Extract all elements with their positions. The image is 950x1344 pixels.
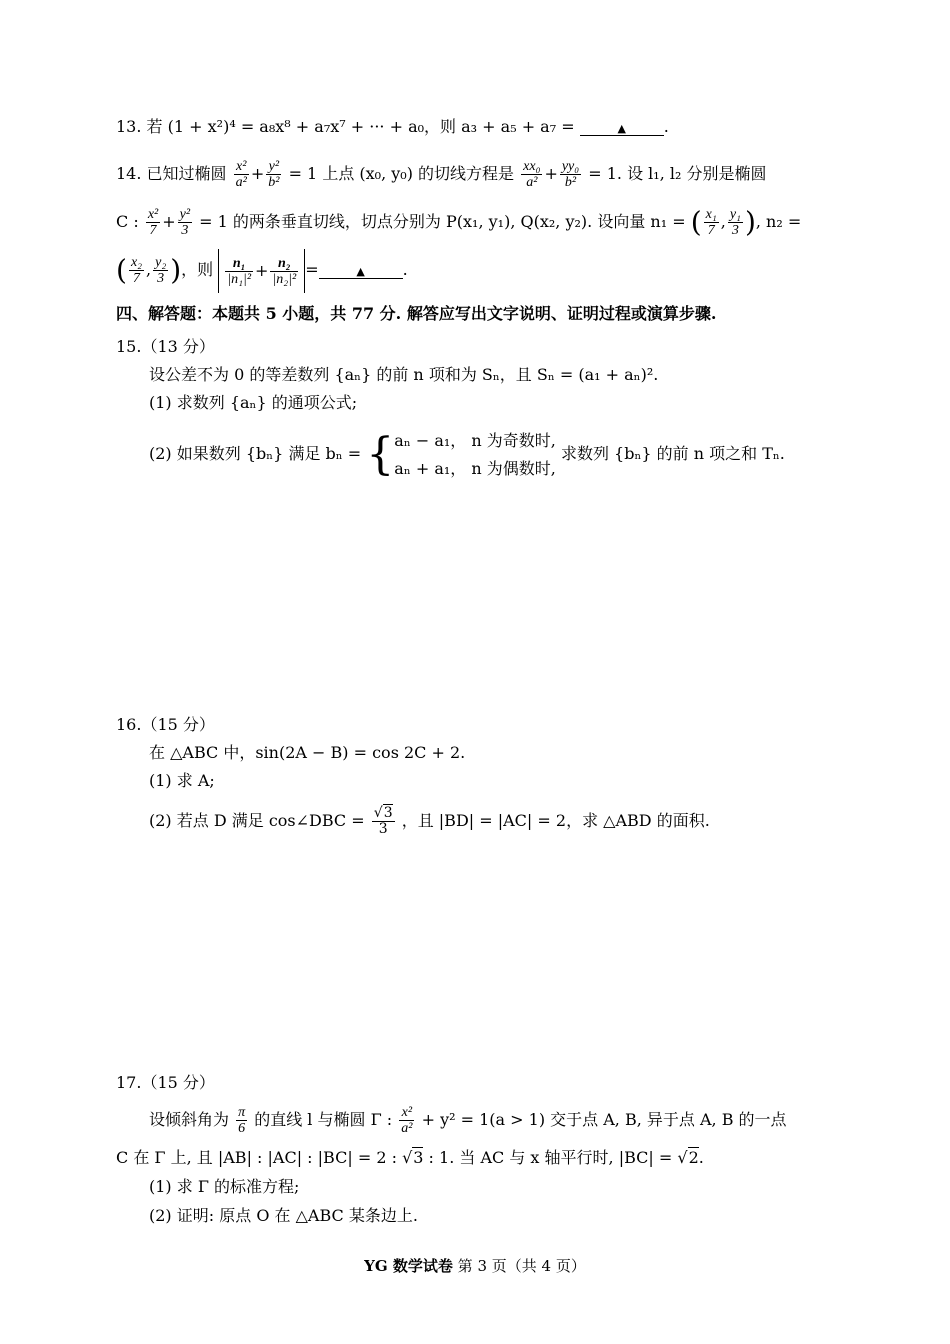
q15-part-1: (1) 求数列 {aₙ} 的通项公式;: [149, 393, 358, 412]
fraction: $\frac{\text{n₂}}{\text{|n₂|²}}$: [272, 255, 297, 287]
piecewise-cases: aₙ − a₁， n 为奇数时, aₙ + a₁， n 为偶数时,: [394, 430, 556, 478]
q17-number: 17.（15 分）: [116, 1073, 215, 1092]
q16-part-1: (1) 求 A;: [149, 771, 215, 790]
fraction: $\frac{\text{y²}}{3}$: [179, 207, 191, 238]
q13-text: 若 (1 + x²)⁴ = a₈x⁸ + a₇x⁷ + ··· + a₀，则 a₃ + a₅ + a₇ =: [146, 117, 575, 136]
fraction: $\frac{\text{x₂}}{7}$: [130, 255, 143, 286]
q14-answer-blank[interactable]: ▲: [319, 265, 403, 279]
fraction: $\frac{\text{yy₀}}{\text{b²}}$: [561, 159, 580, 190]
fraction: $\frac{\text{n₁}}{\text{|n₁|²}}$: [227, 255, 252, 287]
fraction: $\frac{\text{x²}}{7}$: [147, 207, 159, 238]
question-14-line-3: ( $\frac{\text{x₂}}{7}$ , $\frac{\text{y₂}}{3}$ )，则 $\frac{\text{n₁}}{\text{|n₁|²}}$ + $\frac{\text{n₂}}{\text{|n₂|²}}$ = ▲ .: [116, 248, 836, 292]
q16-stem: 在 △ABC 中，sin(2A − B) = cos 2C + 2.: [149, 743, 466, 762]
footer-page-number: 第 3 页（共 4 页）: [457, 1257, 586, 1275]
page-footer: [0, 1255, 950, 1276]
q15-stem: 设公差不为 0 的等差数列 {aₙ} 的前 n 项和为 Sₙ，且 Sₙ = (a₁ + aₙ)².: [149, 365, 659, 384]
q16-part-2: (2) 若点 D 满足 cos∠DBC = $\frac{√3}{3}$ ，且 |BD| = |AC| = 2，求 △ABD 的面积.: [149, 805, 710, 837]
question-14-line-1: 14. 已知过椭圆 $\frac{\text{x²}}{\text{a²}}$ + $\frac{\text{y²}}{\text{b²}}$ = 1 上点 (x₀, y₀) 的切线方程是 $\frac{\text{xx₀}}{\text{a²}}$ + $\frac{\text{yy₀}}{\text{b²}}$ = 1. 设 l₁, l₂ 分别是椭圆: [116, 159, 767, 190]
footer-title: YG 数学试卷: [364, 1257, 453, 1275]
q15-part-2: (2) 如果数列 {bₙ} 满足 bₙ = { aₙ − a₁， n 为奇数时, aₙ + a₁， n 为偶数时, 求数列 {bₙ} 的前 n 项之和 Tₙ.: [149, 420, 836, 488]
fraction: $\frac{\text{x₁}}{7}$: [705, 207, 717, 238]
q17-part-2: (2) 证明: 原点 O 在 △ABC 某条边上.: [149, 1206, 418, 1225]
q17-line-1: 设倾斜角为 $\frac{\pi}{6}$ 的直线 l 与椭圆 Γ : $\frac{\text{x²}}{\text{a²}}$ + y² = 1(a > 1) 交于点 A, B, 异于点 A, B 的一点: [149, 1105, 787, 1136]
q16-number: 16.（15 分）: [116, 715, 215, 734]
q17-part-1: (1) 求 Γ 的标准方程;: [149, 1177, 300, 1196]
vector-magnitude: $\frac{\text{n₁}}{\text{|n₁|²}}$ + $\frac{\text{n₂}}{\text{|n₂|²}}$: [218, 249, 305, 293]
question-13: 13. 若 (1 + x²)⁴ = a₈x⁸ + a₇x⁷ + ··· + a₀，则 a₃ + a₅ + a₇ = ▲ .: [116, 117, 669, 136]
question-14-line-2: C : $\frac{\text{x²}}{7}$ + $\frac{\text{y²}}{3}$ = 1 的两条垂直切线，切点分别为 P(x₁, y₁), Q(x₂, y₂). 设向量 n₁ = ( $\frac{\text{x₁}}{7}$ , $\frac{\text{y₁}}{3}$ ), n₂ =: [116, 205, 802, 239]
fraction: $\frac{\text{y₂}}{3}$: [155, 255, 167, 286]
fraction: $\frac{\text{x²}}{\text{a²}}$: [235, 159, 247, 190]
fraction: $\frac{\text{x²}}{\text{a²}}$: [401, 1105, 413, 1136]
q15-number: 15.（13 分）: [116, 337, 215, 356]
q13-answer-blank[interactable]: ▲: [580, 122, 664, 136]
fraction: $\frac{\text{y²}}{\text{b²}}$: [268, 159, 280, 190]
fraction: $\frac{\text{y₁}}{3}$: [729, 207, 741, 238]
section-heading: 四、解答题：本题共 5 小题，共 77 分. 解答应写出文字说明、证明过程或演算步骤.: [116, 304, 717, 323]
q17-line-2: C 在 Γ 上, 且 |AB| : |AC| : |BC| = 2 : √3 : 1. 当 AC 与 x 轴平行时, |BC| = √2.: [116, 1148, 704, 1167]
fraction: $\frac{\pi}{6}$: [238, 1105, 246, 1136]
fraction: $\frac{\text{xx₀}}{\text{a²}}$: [523, 159, 541, 190]
fraction: $\frac{√3}{3}$: [373, 805, 393, 837]
q13-number: 13.: [116, 117, 142, 136]
q14-number: 14.: [116, 164, 142, 183]
